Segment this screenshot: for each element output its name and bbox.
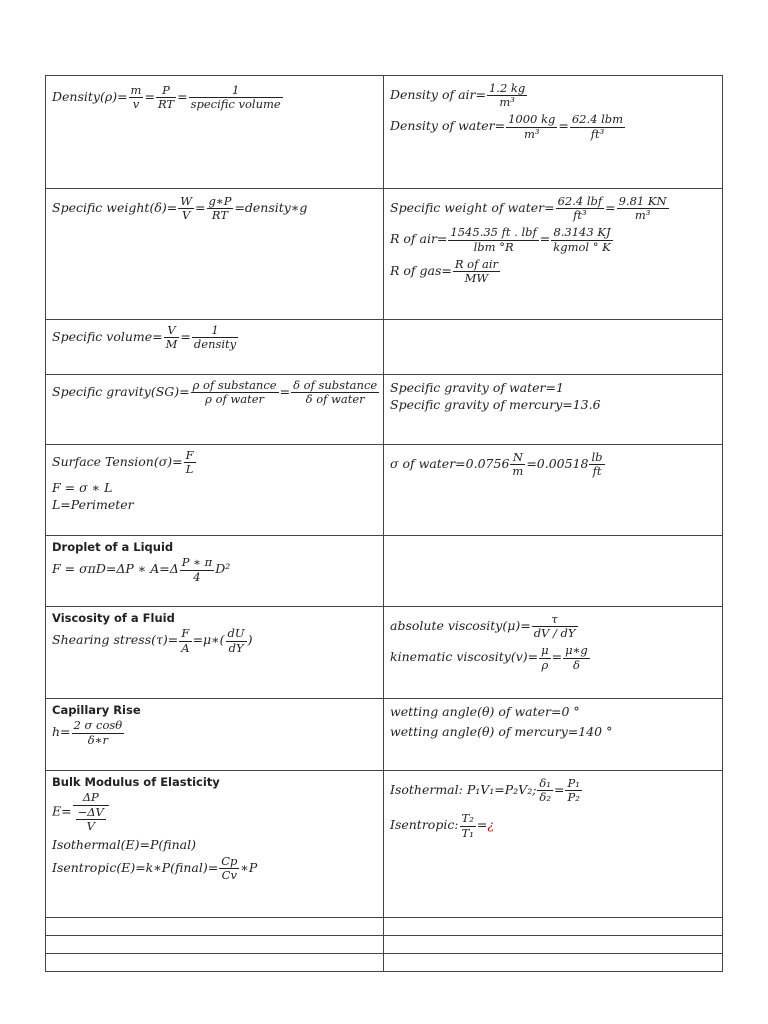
table-row — [46, 76, 723, 189]
error-glyph: ¿ — [487, 817, 495, 833]
fraction: $\frac{\text{δ of substance}}{\text{δ of water}}$ — [293, 378, 378, 407]
fraction: $\frac{\text{R of air}}{MW}$ — [454, 256, 499, 286]
section-heading: Capillary Rise — [52, 703, 141, 717]
cell-surface-tension: Surface Tension(σ)= $\frac{F}{L}$ F = σ ∗ L L=Perimeter — [46, 445, 384, 536]
cell-empty — [384, 536, 723, 607]
cell-empty — [46, 954, 384, 972]
table-row — [46, 536, 723, 607]
fraction: $\frac{\mu∗g}{\delta}$ — [565, 643, 588, 672]
fraction: $\frac{\text{δ₁}}{\text{δ₂}}$ — [539, 776, 551, 805]
fraction: $\frac{8.3143 KJ}{\text{kgmol ° K}}$ — [553, 225, 611, 254]
cell-specific-weight: Specific weight(δ)= $\frac{W}{V}$ = $\frac{g∗P}{RT}$ =density∗g — [46, 189, 384, 320]
cell-empty — [384, 320, 723, 375]
fraction: $\frac{\text{62.4 lbf}}{\text{ft³}}$ — [557, 194, 603, 223]
cell-specific-gravity-values: Specific gravity of water=1 Specific gravity of mercury=13.6 — [384, 375, 723, 445]
fraction: $\frac{P ∗ \pi}{4}$ — [181, 555, 213, 584]
fraction: $\frac{\text{ρ of substance}}{\text{ρ of water}}$ — [192, 378, 277, 407]
table-row — [46, 771, 723, 918]
cell-specific-gravity: Specific gravity(SG)= $\frac{\text{ρ of substance}}{\text{ρ of water}}$ = $\frac{\text{δ of substance}}{\text{δ of water}}$ — [46, 375, 384, 445]
fraction: $\frac{9.81 KN}{\text{m³}}$ — [618, 194, 667, 223]
table-row — [46, 936, 723, 954]
cell-capillary-rise: Capillary Rise h= $\frac{\text{2 σ cosθ}}{\delta∗r}$ — [46, 699, 384, 771]
table-row — [46, 445, 723, 536]
fraction: $\frac{lb}{ft}$ — [591, 450, 603, 479]
fraction: $\frac{F}{A}$ — [181, 626, 190, 655]
cell-specific-volume: Specific volume= $\frac{V}{M}$ = $\frac{1}{\text{density}}$ — [46, 320, 384, 375]
cell-density-values: Density of air= $\frac{1.2 kg}{\text{m³}}$ Density of water= $\frac{1000 kg}{\text{m³}}$ = $\frac{\text{62.4 lbm}}{\text{ft³}}$ — [384, 76, 723, 189]
fraction: $\frac{F}{L}$ — [185, 448, 194, 477]
table-row — [46, 607, 723, 699]
fraction: $\frac{m}{v}$ — [130, 83, 142, 112]
fraction: $\frac{\text{T₂}}{\text{T₁}}$ — [461, 811, 474, 840]
cell-empty — [384, 954, 723, 972]
cell-viscosity: Viscosity of a Fluid Shearing stress(τ)= $\frac{F}{A}$ =μ∗( $\frac{dU}{dY}$ ) — [46, 607, 384, 699]
formula-table — [45, 75, 723, 972]
cell-capillary-values: wetting angle(θ) of water=0 ° wetting angle(θ) of mercury=140 ° — [384, 699, 723, 771]
fraction: $\frac{\text{2 σ cosθ}}{\delta∗r}$ — [73, 718, 123, 747]
fraction: $\frac{Cp}{Cv}$ — [221, 853, 238, 882]
fraction: $\frac{1}{\text{density}}$ — [193, 323, 237, 352]
fraction: $\frac{1.2 kg}{\text{m³}}$ — [488, 81, 526, 110]
section-heading: Droplet of a Liquid — [52, 540, 174, 554]
fraction: $\frac{1}{\text{specific volume}}$ — [190, 83, 281, 112]
table-row — [46, 189, 723, 320]
table-row — [46, 954, 723, 972]
fraction: $\frac{\text{1545.35 ft . lbf}}{\text{lbm °R}}$ — [450, 225, 537, 254]
cell-bulk-modulus-values: Isothermal: P₁V₁=P₂V₂; $\frac{\text{δ₁}}{\text{δ₂}}$ = $\frac{\text{P₁}}{\text{P₂}}$ Isentropic: $\frac{\text{T₂}}{\text{T₁}}$ =¿ — [384, 771, 723, 918]
cell-viscosity-values: absolute viscosity(μ)= $\frac{\tau}{dV / dY}$ kinematic viscosity(v)= $\frac{\mu}{\rho}$ = $\frac{\mu∗g}{\delta}$ — [384, 607, 723, 699]
section-heading: Bulk Modulus of Elasticity — [52, 775, 220, 789]
fraction: $\frac{N}{m}$ — [512, 450, 524, 479]
fraction: $\frac{\text{P₁}}{\text{P₂}}$ — [567, 776, 580, 805]
section-heading: Viscosity of a Fluid — [52, 611, 175, 625]
cell-empty — [46, 936, 384, 954]
density-lhs: Density(ρ)= — [52, 89, 128, 105]
fraction: $\frac{\text{62.4 lbm}}{\text{ft³}}$ — [571, 112, 624, 141]
cell-empty — [384, 918, 723, 936]
fraction: $\frac{W}{V}$ — [180, 194, 193, 223]
cell-specific-weight-values: Specific weight of water= $\frac{\text{62.4 lbf}}{\text{ft³}}$ = $\frac{9.81 KN}{\text{m³}}$ R of air= $\frac{\text{1545.35 ft . lbf}}{\text{lbm °R}}$ = $\frac{8.3143 KJ}{\text{kgmol ° K}}$ R of gas= $\frac{\text{R of air}}{MW}$ — [384, 189, 723, 320]
cell-empty — [384, 936, 723, 954]
fraction: $\frac{\mu}{\rho}$ — [541, 643, 549, 672]
fraction: $\frac{V}{M}$ — [165, 323, 178, 352]
fraction: $\frac{P}{RT}$ — [157, 83, 175, 112]
cell-density: Density(ρ)= $\frac{m}{v}$ = $\frac{P}{RT}$ = $\frac{1}{\text{specific volume}}$ — [46, 76, 384, 189]
cell-surface-tension-values: σ of water=0.0756 $\frac{N}{m}$ =0.00518 $\frac{lb}{ft}$ — [384, 445, 723, 536]
fraction: $\frac{1000 kg}{\text{m³}}$ — [508, 112, 556, 141]
table-row — [46, 699, 723, 771]
nested-fraction: −ΔV V — [77, 804, 104, 833]
table-row — [46, 320, 723, 375]
fraction: $\frac{dU}{dY}$ — [227, 626, 245, 655]
cell-bulk-modulus: Bulk Modulus of Elasticity E= ΔP −ΔV V Isothermal(E)=P(final) Isentropic(E)=k∗P(final)= $\frac{Cp}{Cv}$ ∗P — [46, 771, 384, 918]
table-row — [46, 918, 723, 936]
fraction: $\frac{\tau}{dV / dY}$ — [533, 612, 576, 641]
cell-empty — [46, 918, 384, 936]
cell-droplet: Droplet of a Liquid F = σπD=ΔP ∗ A=Δ $\frac{P ∗ \pi}{4}$ D² — [46, 536, 384, 607]
fraction: $\frac{g∗P}{RT}$ — [208, 194, 232, 223]
table-row — [46, 375, 723, 445]
fraction: ΔP −ΔV V — [73, 791, 109, 833]
